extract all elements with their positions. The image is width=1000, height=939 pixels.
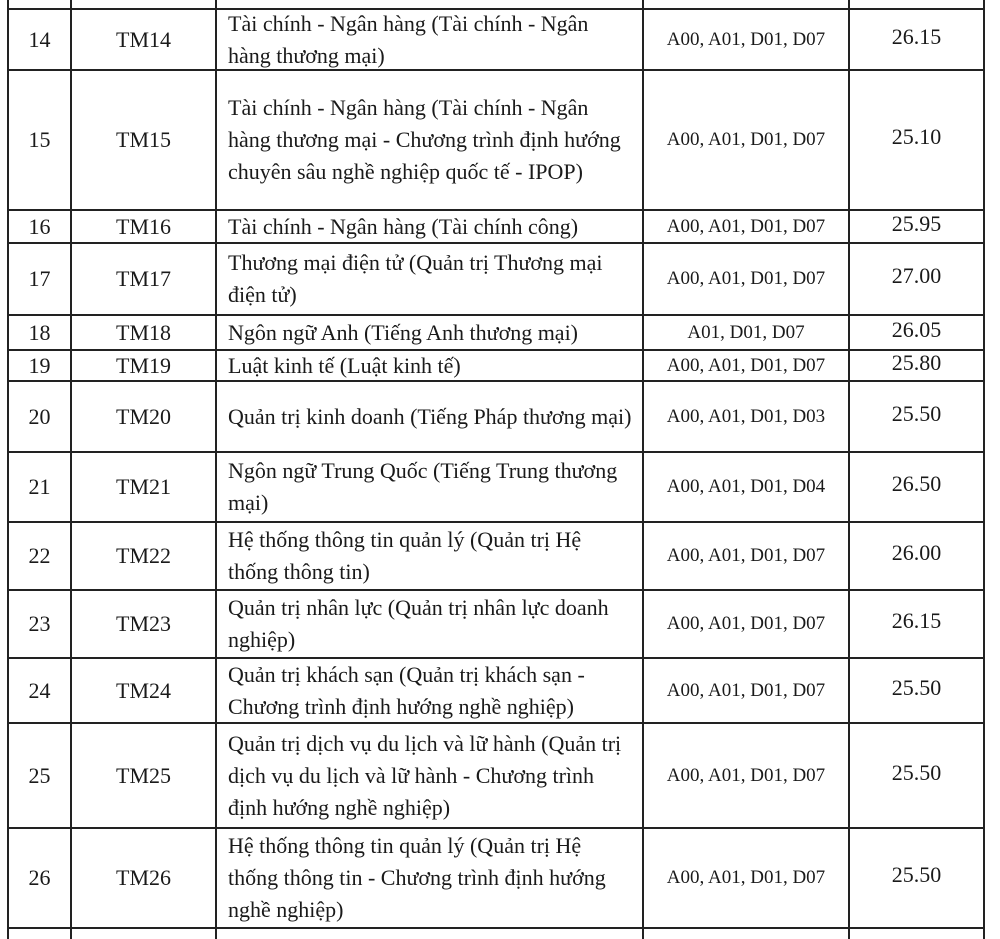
major-name-cell: [215, 351, 642, 380]
subject-combo: A01: [707, 268, 741, 289]
major-code-text: TM25: [116, 762, 171, 788]
subject-combos-cell: [642, 244, 848, 314]
subject-combos: A00, A01, D01, D04: [666, 476, 826, 497]
subject-combo: D07: [792, 764, 826, 786]
subject-combo: D01: [750, 764, 783, 786]
major-code-text: TM17: [116, 266, 171, 291]
subject-combo: D07: [792, 867, 826, 888]
table-row: [7, 316, 985, 351]
major-name-cell: [215, 316, 642, 349]
subject-combo: D07: [792, 129, 826, 150]
cutoff-score-text: 26.50: [891, 471, 942, 496]
major-name-cell: [215, 10, 642, 69]
major-name-text: Quản trị kinh doanh (Tiếng Pháp thương mại): [228, 403, 632, 429]
cutoff-score-text: 25.95: [891, 211, 942, 236]
subject-combo: A01: [707, 545, 741, 566]
major-name-cell: [215, 244, 642, 314]
subject-combos-cell: [642, 591, 848, 657]
table-row: [7, 724, 985, 829]
row-number-cell: [7, 659, 70, 722]
major-name-text: Tài chính - Ngân hàng (Tài chính - Ngân hàng thương mại): [228, 10, 589, 68]
subject-combos: A00, A01, D01, D07: [666, 129, 826, 150]
row-number-cell: [7, 71, 70, 209]
subject-combo: D04: [792, 476, 826, 497]
subject-combos: A00, A01, D01, D07: [666, 215, 826, 237]
cutoff-score-cell: [848, 659, 985, 722]
table-row: [7, 71, 985, 211]
subject-combo: A01: [707, 476, 741, 497]
major-name-cell: [215, 382, 642, 451]
subject-combo: A01: [687, 321, 721, 343]
row-number-cell: [7, 591, 70, 657]
subject-combos: A00, A01, D01, D07: [666, 764, 826, 786]
row-number-cell: [7, 382, 70, 451]
cutoff-score-cell: [848, 453, 985, 521]
table-row: [7, 453, 985, 523]
major-code-cell: [70, 453, 215, 521]
major-name-cell: [215, 523, 642, 589]
subject-combo: D07: [792, 679, 826, 701]
subject-combo: D01: [750, 129, 783, 150]
cutoff-score-text: 25.80: [891, 351, 942, 375]
subject-combos: A00, A01, D01, D07: [666, 613, 826, 634]
major-code-text: TM26: [116, 865, 171, 890]
subject-combo: D01: [750, 545, 783, 566]
major-code-text: TM16: [116, 213, 171, 239]
major-name-text: Tài chính - Ngân hàng (Tài chính công): [228, 213, 579, 239]
subject-combo: D01: [750, 613, 783, 634]
cutoff-score-text: 25.50: [891, 862, 942, 887]
row-number-cell: [7, 211, 70, 242]
major-code-cell: [70, 10, 215, 69]
subject-combo: D07: [792, 545, 826, 566]
major-name-cell: [215, 591, 642, 657]
subject-combos: A00, A01, D01, D07: [666, 867, 826, 888]
subject-combos: A00, A01, D01, D07: [666, 354, 826, 376]
cutoff-score-text: 26.05: [891, 316, 942, 342]
subject-combo: D07: [771, 321, 805, 343]
row-number-cell: [7, 724, 70, 827]
subject-combo: A01: [707, 215, 741, 237]
subject-combos-cell: [642, 382, 848, 451]
subject-combos-cell: [642, 659, 848, 722]
major-code-text: TM18: [116, 319, 171, 345]
subject-combo: D07: [792, 613, 826, 634]
major-code-text: TM23: [116, 611, 171, 636]
subject-combo: A00: [666, 476, 700, 497]
major-name-text: Ngôn ngữ Trung Quốc (Tiếng Trung thương mại): [228, 458, 618, 515]
table-row: [7, 382, 985, 453]
row-number-text: 18: [28, 319, 51, 345]
subject-combo: A01: [707, 679, 741, 701]
subject-combo: A01: [707, 613, 741, 634]
table-row: [7, 659, 985, 724]
subject-combo: A01: [707, 405, 741, 427]
subject-combo: A00: [666, 679, 700, 701]
row-number-cell: [7, 316, 70, 349]
cutoff-score-cell: [848, 211, 985, 242]
major-code-text: TM24: [116, 677, 171, 703]
subject-combo: A01: [707, 867, 741, 888]
major-code-text: TM22: [116, 543, 171, 568]
major-name-text: Quản trị dịch vụ du lịch và lữ hành (Quản trị dịch vụ du lịch và lữ hành - Chương trình định hướng nghề nghiệp): [228, 730, 622, 820]
cutoff-score-text: 26.00: [891, 540, 942, 565]
major-name-text: Thương mại điện tử (Quản trị Thương mại điện tử): [228, 250, 603, 307]
subject-combo: A00: [666, 354, 700, 376]
subject-combos-cell: [642, 829, 848, 927]
subject-combo: A00: [666, 545, 700, 566]
subject-combos-cell: [642, 523, 848, 589]
cutoff-score-text: 25.50: [891, 674, 942, 700]
major-code-text: TM15: [116, 127, 171, 152]
subject-combo: D01: [750, 268, 783, 289]
major-code-cell: [70, 351, 215, 380]
cutoff-score-cell: [848, 523, 985, 589]
admission-score-table: [7, 0, 985, 939]
cutoff-score-text: 26.15: [891, 23, 942, 49]
table-row-partial-bottom: [7, 929, 985, 939]
cutoff-score-text: 27.00: [891, 263, 942, 288]
subject-combo: D01: [750, 215, 783, 237]
subject-combos-cell: [642, 316, 848, 349]
row-number-cell: [7, 829, 70, 927]
subject-combos-cell: [642, 71, 848, 209]
row-number-text: 16: [28, 213, 51, 239]
subject-combo: D01: [729, 321, 763, 343]
row-number-cell: [7, 523, 70, 589]
subject-combos: A00, A01, D01, D07: [666, 545, 826, 566]
row-number-cell: [7, 351, 70, 380]
cutoff-score-cell: [848, 71, 985, 209]
cutoff-score-cell: [848, 591, 985, 657]
cutoff-score-text: 25.50: [891, 759, 942, 785]
subject-combo: A00: [666, 764, 700, 786]
cutoff-score-text: 25.10: [891, 124, 942, 149]
major-code-text: TM20: [116, 403, 171, 429]
major-name-text: Tài chính - Ngân hàng (Tài chính - Ngân hàng thương mại - Chương trình định hướng chuyên sâu nghề nghiệp quốc tế - IPOP): [228, 95, 621, 184]
major-name-cell: [215, 829, 642, 927]
major-code-cell: [70, 659, 215, 722]
subject-combos-cell: [642, 10, 848, 69]
subject-combo: D07: [792, 354, 826, 376]
table-row: [7, 244, 985, 316]
row-number-text: 21: [28, 474, 51, 499]
subject-combo: A00: [666, 613, 700, 634]
row-number-text: 25: [28, 762, 51, 788]
row-number-text: 24: [28, 677, 51, 703]
cutoff-score-cell: [848, 382, 985, 451]
subject-combo: D07: [792, 268, 826, 289]
row-number-text: 20: [28, 403, 51, 429]
major-name-cell: [215, 71, 642, 209]
cutoff-score-cell: [848, 244, 985, 314]
major-name-cell: [215, 659, 642, 722]
row-number-text: 17: [28, 266, 51, 291]
subject-combo: A01: [707, 129, 741, 150]
subject-combo: D01: [750, 354, 783, 376]
cutoff-score-cell: [848, 316, 985, 349]
major-name-text: Quản trị nhân lực (Quản trị nhân lực doanh nghiệp): [228, 595, 609, 652]
major-code-cell: [70, 71, 215, 209]
subject-combos: A00, A01, D01, D03: [666, 405, 826, 427]
subject-combo: D01: [750, 28, 783, 50]
table-row: [7, 829, 985, 929]
major-name-cell: [215, 453, 642, 521]
subject-combos-cell: [642, 211, 848, 242]
subject-combo: A00: [666, 867, 700, 888]
major-code-cell: [70, 829, 215, 927]
major-code-cell: [70, 523, 215, 589]
subject-combo: D01: [750, 867, 783, 888]
major-code-text: TM21: [116, 474, 171, 499]
subject-combos: A01, D01, D07: [687, 321, 805, 343]
row-number-text: 14: [28, 26, 51, 52]
cutoff-score-cell: [848, 829, 985, 927]
subject-combo: A01: [707, 28, 741, 50]
major-code-cell: [70, 316, 215, 349]
row-number-text: 15: [28, 127, 51, 152]
row-number-text: 22: [28, 543, 51, 568]
major-code-cell: [70, 591, 215, 657]
subject-combos-cell: [642, 453, 848, 521]
table-row-partial-top: [7, 0, 985, 10]
major-name-cell: [215, 211, 642, 242]
major-code-cell: [70, 244, 215, 314]
subject-combos-cell: [642, 351, 848, 380]
major-name-text: Hệ thống thông tin quản lý (Quản trị Hệ thống thông tin - Chương trình định hướng nghề nghiệp): [228, 833, 606, 922]
subject-combo: A00: [666, 215, 700, 237]
cutoff-score-cell: [848, 351, 985, 380]
subject-combo: D07: [792, 28, 826, 50]
subject-combo: A00: [666, 268, 700, 289]
cutoff-score-text: 26.15: [891, 608, 942, 633]
table-row: [7, 10, 985, 71]
table-row: [7, 591, 985, 659]
row-number-cell: [7, 10, 70, 69]
table-row: [7, 211, 985, 244]
major-name-cell: [215, 724, 642, 827]
subject-combos: A00, A01, D01, D07: [666, 28, 826, 50]
row-number-cell: [7, 244, 70, 314]
subject-combo: D01: [750, 405, 783, 427]
subject-combo: D01: [750, 679, 783, 701]
cutoff-score-text: 25.50: [891, 400, 942, 426]
row-number-text: 26: [28, 865, 51, 890]
subject-combo: D03: [792, 405, 826, 427]
subject-combo: D01: [750, 476, 783, 497]
subject-combo: A01: [707, 354, 741, 376]
table-row: [7, 523, 985, 591]
major-name-text: Hệ thống thông tin quản lý (Quản trị Hệ thống thông tin): [228, 527, 582, 584]
major-code-cell: [70, 724, 215, 827]
subject-combo: A00: [666, 405, 700, 427]
subject-combos: A00, A01, D01, D07: [666, 679, 826, 701]
row-number-text: 19: [28, 352, 51, 378]
subject-combo: A00: [666, 28, 700, 50]
major-name-text: Luật kinh tế (Luật kinh tế): [228, 352, 461, 378]
row-number-text: 23: [28, 611, 51, 636]
major-code-text: TM19: [116, 352, 171, 378]
major-code-cell: [70, 382, 215, 451]
subject-combo: D07: [792, 215, 826, 237]
major-code-text: TM14: [116, 26, 171, 52]
major-code-cell: [70, 211, 215, 242]
subject-combo: A01: [707, 764, 741, 786]
subject-combos-cell: [642, 724, 848, 827]
subject-combo: A00: [666, 129, 700, 150]
table-row: [7, 351, 985, 382]
cutoff-score-cell: [848, 724, 985, 827]
row-number-cell: [7, 453, 70, 521]
major-name-text: Quản trị khách sạn (Quản trị khách sạn - Chương trình định hướng nghề nghiệp): [228, 661, 585, 719]
major-name-text: Ngôn ngữ Anh (Tiếng Anh thương mại): [228, 319, 579, 345]
subject-combos: A00, A01, D01, D07: [666, 268, 826, 289]
cutoff-score-cell: [848, 10, 985, 69]
